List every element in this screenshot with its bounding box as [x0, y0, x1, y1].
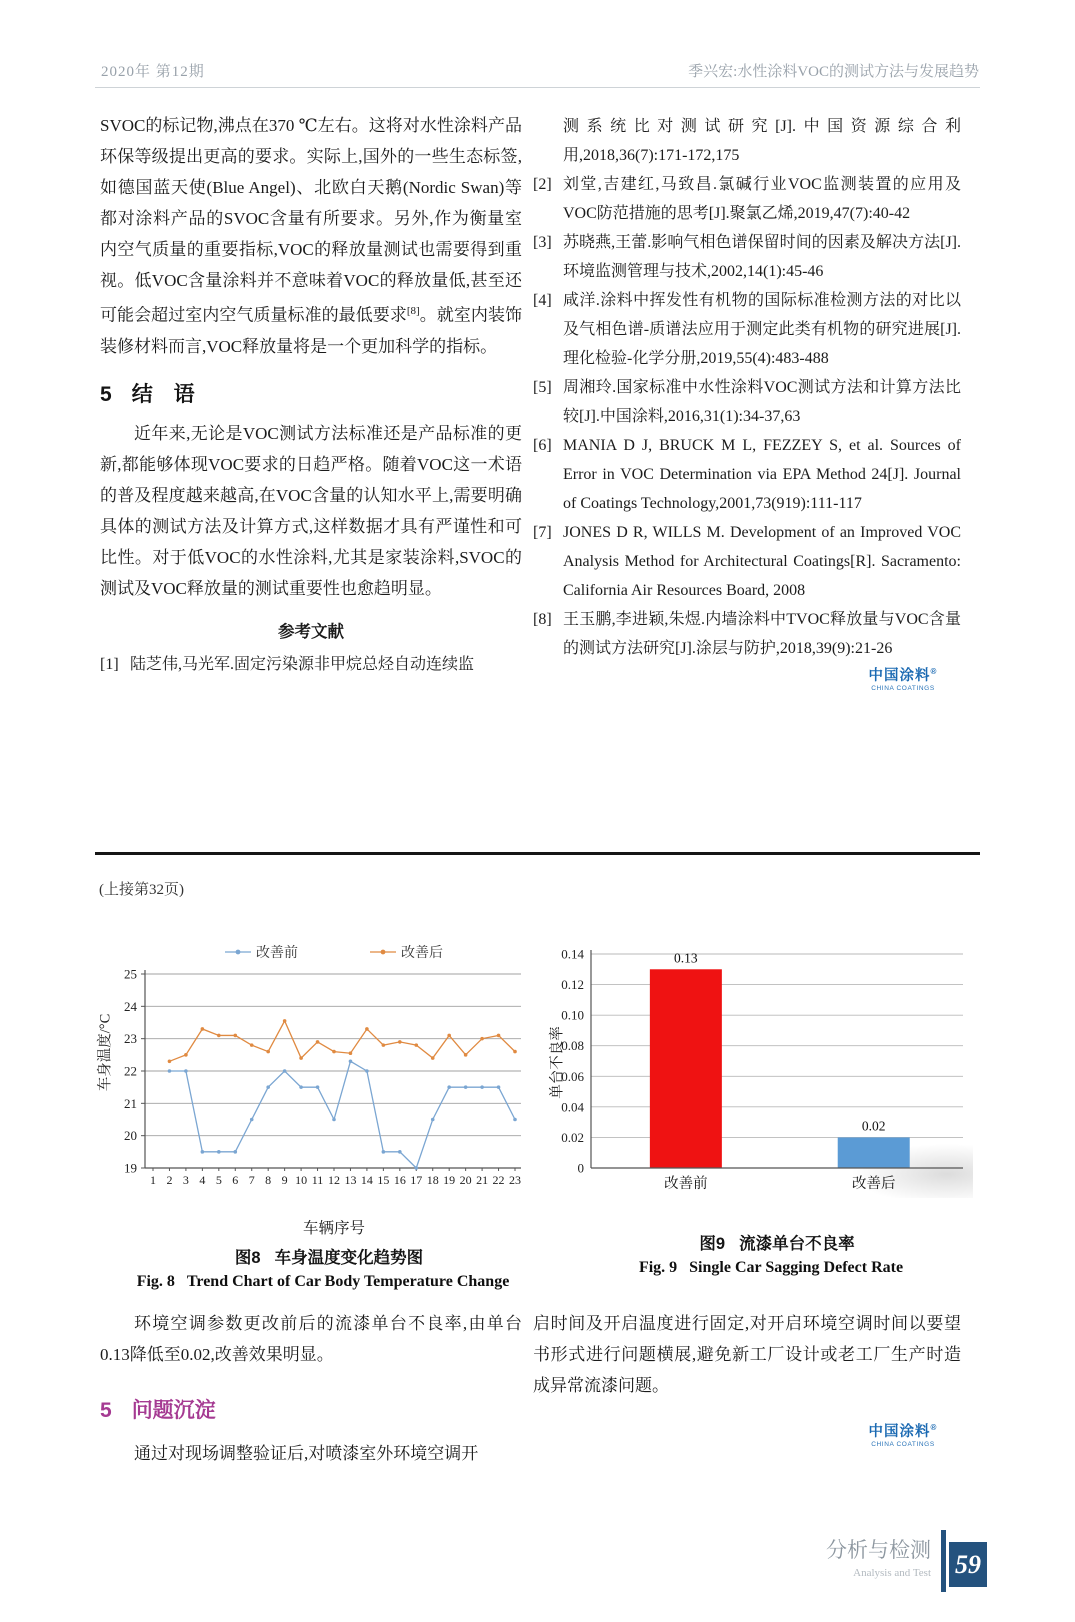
chart-legend	[95, 942, 527, 962]
reference-item	[533, 286, 961, 373]
china-coatings-logo	[858, 668, 948, 692]
page-number-flag	[941, 1534, 987, 1592]
citation-superscript: [8]	[406, 305, 420, 317]
line-chart-svg	[95, 962, 527, 1214]
svg-text:23: 23	[509, 1173, 521, 1187]
reference-text: 测系统比对测试研究[J].中国资源综合利用,2018,36(7):171-172,175	[563, 118, 961, 164]
svg-text:23: 23	[124, 1031, 137, 1047]
legend-entry-before	[225, 942, 298, 962]
reference-text: 刘堂,吉建红,马致昌.氯碱行业VOC监测装置的应用及VOC防范措施的思考[J].聚氯乙烯,2019,47(7):40-42	[563, 176, 961, 222]
svg-text:8: 8	[265, 1173, 272, 1187]
reference-label: [8]	[533, 611, 552, 628]
svg-text:0.02: 0.02	[561, 1129, 584, 1145]
svg-text:0.06: 0.06	[561, 1068, 584, 1084]
reference-label: [4]	[533, 292, 552, 309]
bottom-right-column	[533, 1308, 961, 1401]
legend-line-marker-icon	[225, 947, 251, 957]
reference-item	[533, 373, 961, 431]
section-heading-problem	[100, 1394, 522, 1424]
x-axis-label: 车辆序号	[302, 1220, 365, 1237]
svg-text:19: 19	[124, 1160, 137, 1176]
logo-en-text: CHINA COATINGS	[871, 684, 935, 692]
reference-item	[533, 518, 961, 605]
figure-9-bar-chart	[545, 940, 973, 1277]
svg-text:0.12: 0.12	[561, 977, 584, 993]
svg-text:0.04: 0.04	[561, 1099, 584, 1115]
reference-item	[533, 170, 961, 228]
logo-en-text: CHINA COATINGS	[871, 1440, 935, 1448]
continuation-note: (上接第32页)	[99, 882, 184, 898]
logo-cn-text: 中国涂料®	[868, 667, 938, 684]
svg-text:22: 22	[124, 1063, 137, 1079]
figure-8-caption-en: Fig. 8 Trend Chart of Car Body Temperature Change	[136, 1273, 510, 1290]
left-column	[100, 110, 522, 679]
flag-bar	[941, 1530, 946, 1592]
legend-line-marker-icon	[370, 947, 396, 957]
reference-item	[533, 112, 961, 170]
svg-text:21: 21	[476, 1173, 489, 1187]
svg-text:改善后: 改善后	[851, 1176, 896, 1192]
svg-text:0.08: 0.08	[561, 1038, 584, 1054]
reference-label: [7]	[533, 524, 552, 541]
references-list	[533, 112, 961, 663]
svg-text:7: 7	[248, 1173, 255, 1187]
figure-8-caption-cn: 图8 车身温度变化趋势图	[234, 1249, 424, 1267]
reference-label: [6]	[533, 437, 552, 454]
svg-text:0.13: 0.13	[674, 950, 698, 966]
bar-chart-svg	[545, 940, 973, 1198]
bottom-left-column	[100, 1308, 522, 1469]
svg-text:24: 24	[124, 998, 137, 1014]
footer-section-cn: 分析与检测	[826, 1539, 931, 1562]
header-running-title: 季兴宏:水性涂料VOC的测试方法与发展趋势	[688, 64, 979, 80]
svg-text:改善前: 改善前	[664, 1176, 708, 1192]
svg-text:4: 4	[199, 1173, 206, 1187]
paragraph-conclusion: 近年来,无论是VOC测试方法标准还是产品标准的更新,都能够体现VOC要求的日趋严格。随着VOC这一术语的普及程度越来越高,在VOC含量的认知水平上,需要明确具体的测试方法及计算方式,这样数据才具有严谨性和可比性。对于低VOC的水性涂料,尤其是家装涂料,SVOC的测试及VOC释放量的测试重要性也愈趋明显。	[100, 423, 522, 598]
svg-text:14: 14	[360, 1173, 373, 1187]
svg-text:12: 12	[328, 1173, 340, 1187]
figure-8-line-chart	[95, 942, 527, 1291]
page-footer	[826, 1534, 987, 1592]
y-axis-label: 单台不良率	[549, 1026, 566, 1099]
registered-mark-icon: ®	[930, 667, 938, 676]
reference-item	[533, 431, 961, 518]
header-rule	[95, 87, 980, 88]
svg-text:0.10: 0.10	[561, 1007, 584, 1023]
svg-text:0.02: 0.02	[861, 1118, 886, 1134]
right-column	[533, 112, 961, 663]
svg-text:9: 9	[281, 1173, 288, 1187]
svg-text:22: 22	[492, 1173, 505, 1187]
svg-text:16: 16	[393, 1173, 406, 1187]
reference-text: 咸洋.涂料中挥发性有机物的国际标准检测方法的对比以及气相色谱-质谱法应用于测定此类有机物的研究进展[J].理化检验-化学分册,2019,55(4):483-488	[563, 292, 961, 367]
svg-text:11: 11	[311, 1173, 324, 1187]
legend-label: 改善前	[256, 946, 298, 961]
registered-mark-icon: ®	[930, 1423, 938, 1432]
svg-text:19: 19	[443, 1173, 456, 1187]
svg-text:0: 0	[577, 1160, 584, 1176]
svg-text:20: 20	[124, 1128, 137, 1144]
logo-cn-text: 中国涂料®	[868, 1423, 938, 1440]
svg-text:15: 15	[377, 1173, 390, 1187]
paragraph-svoc	[100, 110, 522, 362]
reference-text: 周湘玲.国家标准中水性涂料VOC测试方法和计算方法比较[J].中国涂料,2016,31(1):34-37,63	[563, 379, 961, 425]
reference-label	[533, 112, 563, 170]
reference-item	[100, 650, 522, 679]
china-coatings-logo	[858, 1424, 948, 1448]
reference-item	[533, 605, 961, 663]
svg-text:1: 1	[150, 1173, 156, 1187]
header-issue: 2020年 第12期	[101, 64, 205, 80]
figure-9-caption-cn: 图9 流漆单台不良率	[699, 1235, 855, 1253]
paragraph-defect-rate: 环境空调参数更改前后的流漆单台不良率,由单台0.13降低至0.02,改善效果明显。	[100, 1314, 522, 1364]
footer-section	[826, 1534, 931, 1579]
legend-entry-after	[370, 942, 443, 962]
reference-label: [1]	[100, 655, 119, 673]
svg-text:21: 21	[124, 1095, 137, 1111]
figure-9-caption-en: Fig. 9 Single Car Sagging Defect Rate	[638, 1259, 904, 1276]
page-number: 59	[949, 1542, 987, 1587]
svg-text:25: 25	[124, 966, 137, 982]
section-title: 结 语	[131, 382, 195, 406]
section-heading-conclusion	[100, 378, 522, 408]
section-number: 5	[100, 1399, 112, 1422]
paragraph-continuation: 启时间及开启温度进行固定,对开启环境空调时间以要望书形式进行问题横展,避免新工厂设计或老工厂生产时造成异常流漆问题。	[533, 1314, 961, 1395]
svg-text:17: 17	[410, 1173, 423, 1187]
paragraph-svoc-text: SVOC的标记物,沸点在370 ℃左右。这将对水性涂料产品环保等级提出更高的要求。实际上,国外的一些生态标签,如德国蓝天使(Blue Angel)、北欧白天鹅(Nordic Swan)等都对涂料产品的SVOC含量有所要求。另外,作为衡量室内空气质量的重要指标,VOC的释放量测试也需要得到重视。低VOC含量涂料并不意味着VOC的释放量低,甚至还可能会超过室内空气质量标准的最低要求	[100, 116, 522, 325]
references-heading: 参考文献	[278, 622, 344, 641]
svg-text:6: 6	[232, 1173, 239, 1187]
svg-text:13: 13	[344, 1173, 357, 1187]
reference-text: 陆芝伟,马光军.固定污染源非甲烷总烃自动连续监	[130, 655, 475, 673]
section-divider	[95, 852, 980, 855]
reference-text: 王玉鹏,李进颖,朱煜.内墙涂料中TVOC释放量与VOC含量的测试方法研究[J].涂层与防护,2018,39(9):21-26	[563, 611, 961, 657]
reference-label: [3]	[533, 234, 552, 251]
paragraph-svoc-tail: 。就室内装饰装修材料而言,VOC释放量将是一个更加科学的指标。	[100, 305, 523, 356]
svg-text:10: 10	[295, 1173, 308, 1187]
svg-text:20: 20	[459, 1173, 472, 1187]
svg-text:5: 5	[215, 1173, 222, 1187]
reference-text: MANIA D J, BRUCK M L, FEZZEY S, et al. Sources of Error in VOC Determination via EPA Method 24[J]. Journal of Coatings Technology,2001,73(919):111-117	[563, 437, 961, 512]
svg-text:0.14: 0.14	[561, 946, 584, 962]
svg-text:2: 2	[166, 1173, 173, 1187]
reference-label: [2]	[533, 176, 552, 193]
section-number: 5	[100, 382, 112, 406]
paragraph-verification: 通过对现场调整验证后,对喷漆室外环境空调开	[134, 1444, 479, 1463]
legend-label: 改善后	[401, 946, 443, 961]
y-axis-label: 车身温度/°C	[97, 1013, 114, 1092]
reference-item	[533, 228, 961, 286]
svg-text:18: 18	[426, 1173, 439, 1187]
footer-section-en: Analysis and Test	[853, 1567, 931, 1579]
reference-text: 苏晓燕,王蕾.影响气相色谱保留时间的因素及解决方法[J].环境监测管理与技术,2002,14(1):45-46	[563, 234, 961, 280]
svg-text:3: 3	[182, 1173, 189, 1187]
section-title: 问题沉淀	[131, 1399, 216, 1422]
reference-text: JONES D R, WILLS M. Development of an Improved VOC Analysis Method for Architectural Coatings[R]. Sacramento: California Air Resources Board, 2008	[563, 524, 961, 599]
reference-label: [5]	[533, 379, 552, 396]
